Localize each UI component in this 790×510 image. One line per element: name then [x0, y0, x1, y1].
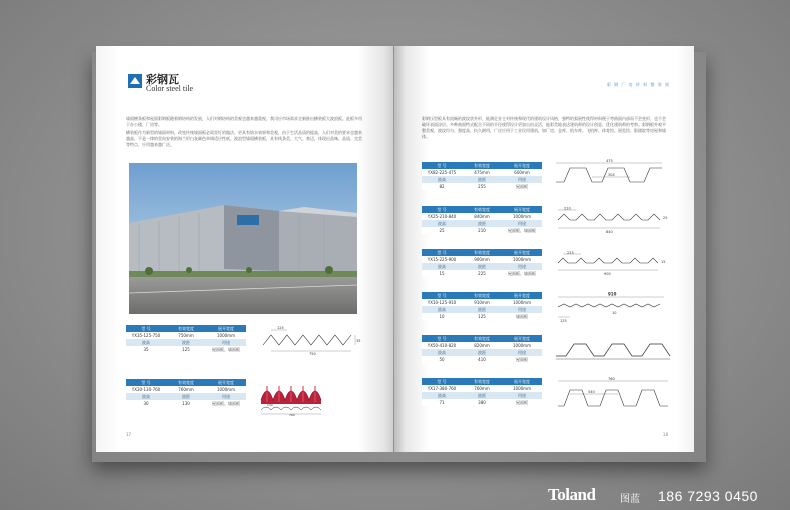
profile-label: 900	[604, 272, 611, 276]
red-roof-tile-image	[259, 372, 329, 406]
spec-subheader: 波距	[478, 392, 486, 398]
spec-subvalue: 屋面板、墙面板	[508, 270, 536, 276]
spec-subvalue: 380	[478, 400, 486, 405]
spec-subheader: 用途	[518, 220, 526, 226]
spec-value: YX82-225-475	[427, 170, 457, 175]
spec-subvalue: 屋面板	[516, 183, 528, 189]
spec-subheader: 波高	[438, 349, 446, 355]
brand-logo-cn: 图蓝	[620, 494, 640, 505]
spec-value: YX35-125-750	[131, 333, 161, 338]
profile-drawing-yx50	[552, 336, 674, 366]
spec-header: 型 号	[437, 206, 447, 212]
spec-table-yx17	[422, 378, 542, 406]
intro-paragraph: 彩钢压型板具有流畅的波纹状外形，能满足业主对传统和现代的建筑设计风格，独特的弧展性使得材料便于弯曲面内部而不会变形，也不会破坏表面涂层。多种曲面特式配合不同的半径使得设计更加自由灵活，能彩美地表达建筑师的设计创意，优化建筑师的考察。彩钢板外观平整美观、波纹均匀、强度高、抗久耐用，广泛应用于工业民用建筑，如厂房、仓库、机车库、飞机库、体育馆、展览馆、影剧院等房屋和墙体。	[422, 116, 666, 139]
spec-subvalue: 71	[439, 400, 445, 405]
spec-header: 有效宽度	[178, 325, 194, 331]
spec-subheader: 波距	[478, 349, 486, 355]
profile-label: 750	[309, 352, 316, 356]
profile-label: 760	[608, 377, 615, 381]
profile-label: 210	[564, 206, 571, 211]
profile-label: 125	[277, 326, 284, 330]
spec-value: 1000mm	[513, 386, 531, 391]
spec-header: 型 号	[437, 162, 447, 168]
profile-label: 840	[606, 230, 613, 234]
spec-subvalue: 30	[143, 401, 149, 406]
spec-subvalue: 125	[478, 314, 486, 319]
spec-value: 840mm	[474, 214, 490, 219]
spec-subvalue: 墙面板	[516, 313, 528, 319]
spec-subheader: 波距	[478, 306, 486, 312]
profile-label: 910	[608, 291, 617, 297]
spec-subheader: 用途	[518, 392, 526, 398]
contact-phone: 186 7293 0450	[658, 488, 758, 504]
spec-value: YX25-210-840	[427, 214, 457, 219]
left-page	[96, 46, 393, 452]
spec-table-yx25	[422, 206, 542, 234]
spec-header: 有效宽度	[178, 379, 194, 385]
spec-subheader: 波距	[478, 176, 486, 182]
spec-value: YX17-380-760	[427, 386, 457, 391]
page-number: 18	[662, 432, 668, 437]
spec-subheader: 波高	[438, 306, 446, 312]
spec-header: 有效宽度	[474, 378, 490, 384]
profile-label: 475	[606, 159, 613, 163]
spec-header: 展开宽度	[514, 249, 530, 255]
spec-table-yx35	[126, 325, 246, 353]
spec-value: 1000mm	[217, 387, 235, 392]
profile-label: 25	[663, 216, 668, 220]
profile-label: 15	[661, 260, 666, 264]
spec-subvalue: 130	[182, 401, 190, 406]
page-subtitle: Color steel tile	[146, 84, 194, 93]
page-title: 彩钢瓦	[146, 73, 179, 86]
spec-subheader: 用途	[518, 176, 526, 182]
profile-drawing-yx82	[552, 158, 672, 192]
spec-subvalue: 225	[478, 271, 486, 276]
spec-value: 475mm	[474, 170, 490, 175]
spec-value: 1000mm	[513, 214, 531, 219]
spec-subheader: 用途	[222, 393, 230, 399]
profile-drawing-yx25	[554, 206, 674, 236]
spec-header: 展开宽度	[514, 292, 530, 298]
spec-subvalue: 15	[439, 271, 445, 276]
company-logo-icon	[128, 74, 142, 88]
spec-header: 型 号	[141, 379, 151, 385]
spec-subvalue: 50	[439, 357, 445, 362]
spec-header: 型 号	[437, 335, 447, 341]
spec-subheader: 波高	[438, 263, 446, 269]
spec-subheader: 波距	[182, 339, 190, 345]
spec-subheader: 波高	[438, 220, 446, 226]
intro-paragraph-2: 横装板作为新型的墙面材料，改变传统墙面板必需竖钉的做法，更具有防水效果和美观，由于生活品质的提高，人们对美的要求也越来越高，不是一律的竖向安装的海兰形白灰颜色单调适应性低。波浪型墙面横装板，具有线条美、大气、豪迈，体现出品味、品质，完美等特点，应用越来越广泛。	[126, 130, 362, 147]
profile-drawing-yx30	[259, 402, 329, 416]
spec-header: 展开宽度	[514, 378, 530, 384]
profile-label: 760	[289, 413, 295, 416]
spec-value: 1000mm	[513, 300, 531, 305]
spec-table-yx30	[126, 379, 246, 407]
spec-value: 910mm	[474, 300, 490, 305]
spec-header: 有效宽度	[474, 335, 490, 341]
spec-table-yx15	[422, 249, 542, 277]
spec-table-yx50	[422, 335, 542, 363]
spec-subheader: 波高	[438, 392, 446, 398]
spec-subvalue: 屋面板、墙面板	[212, 346, 240, 352]
spec-subheader: 用途	[518, 306, 526, 312]
spec-value: YX50-410-820	[427, 343, 457, 348]
spec-subheader: 波距	[478, 220, 486, 226]
intro-paragraph-1: 墙面檩条板和屋面彩钢板随着钢结构的发展，人们对钢结构的美观也越来越重视，我司应市场需求全新推出横装板大波浪板。此板多用于办公楼、厂房等。	[126, 116, 362, 127]
spec-header: 型 号	[437, 378, 447, 384]
spec-subheader: 波高	[142, 339, 150, 345]
profile-label: 10	[612, 311, 617, 315]
spec-header: 型 号	[437, 292, 447, 298]
spec-subheader: 波距	[478, 263, 486, 269]
profile-label: 304	[608, 173, 615, 177]
spec-value: 1000mm	[513, 257, 531, 262]
spec-header: 展开宽度	[514, 162, 530, 168]
right-page	[394, 46, 694, 452]
spec-subvalue: 125	[182, 347, 190, 352]
spec-value: YX30-130-760	[131, 387, 161, 392]
spec-subheader: 波高	[438, 176, 446, 182]
spec-subheader: 用途	[518, 349, 526, 355]
profile-drawing-yx17	[552, 376, 674, 416]
spec-header: 有效宽度	[474, 206, 490, 212]
spec-value: 750mm	[178, 333, 194, 338]
spec-value: 1000mm	[217, 333, 235, 338]
spec-subheader: 用途	[222, 339, 230, 345]
spec-header: 展开宽度	[218, 379, 234, 385]
spec-header: 展开宽度	[218, 325, 234, 331]
spec-subvalue: 410	[478, 357, 486, 362]
spec-value: 1000mm	[513, 343, 531, 348]
spec-subheader: 用途	[518, 263, 526, 269]
spec-header: 展开宽度	[514, 335, 530, 341]
profile-label: 130	[267, 403, 273, 407]
spec-subheader: 波高	[142, 393, 150, 399]
spec-subvalue: 25	[439, 228, 445, 233]
factory-photo	[129, 163, 357, 314]
spec-value: 600mm	[514, 170, 530, 175]
spec-subvalue: 255	[478, 184, 486, 189]
running-header: 彩 钢 厂 房 材 料 整 装 商	[606, 82, 670, 87]
spec-table-yx10	[422, 292, 542, 320]
page-number: 17	[126, 432, 132, 437]
spec-table-yx82	[422, 162, 542, 190]
spec-value: YX10-125-910	[427, 300, 457, 305]
spec-header: 有效宽度	[474, 249, 490, 255]
spec-header: 有效宽度	[474, 292, 490, 298]
spec-subvalue: 35	[143, 347, 149, 352]
spec-subvalue: 屋面板、墙面板	[212, 400, 240, 406]
profile-label: 540	[588, 390, 595, 394]
profile-label: 225	[567, 251, 574, 255]
profile-label: 125	[560, 319, 567, 323]
spec-subheader: 波距	[182, 393, 190, 399]
spec-subvalue: 10	[439, 314, 445, 319]
spec-header: 展开宽度	[514, 206, 530, 212]
spec-subvalue: 屋面板	[516, 399, 528, 405]
profile-drawing-yx35	[261, 325, 361, 357]
spec-subvalue: 屋面板	[516, 356, 528, 362]
spec-value: YX15-225-900	[427, 257, 457, 262]
spec-subvalue: 屋面板、墙面板	[508, 227, 536, 233]
profile-drawing-yx15	[554, 251, 674, 277]
spec-header: 型 号	[437, 249, 447, 255]
brand-logo: Toland	[548, 485, 596, 504]
spec-header: 型 号	[141, 325, 151, 331]
spec-value: 900mm	[474, 257, 490, 262]
spec-value: 760mm	[474, 386, 490, 391]
spec-header: 有效宽度	[474, 162, 490, 168]
profile-drawing-yx10	[554, 289, 674, 325]
spec-subvalue: 210	[478, 228, 486, 233]
spec-value: 820mm	[474, 343, 490, 348]
profile-label: 35	[356, 339, 361, 343]
spec-subvalue: 82	[439, 184, 445, 189]
spec-value: 760mm	[178, 387, 194, 392]
